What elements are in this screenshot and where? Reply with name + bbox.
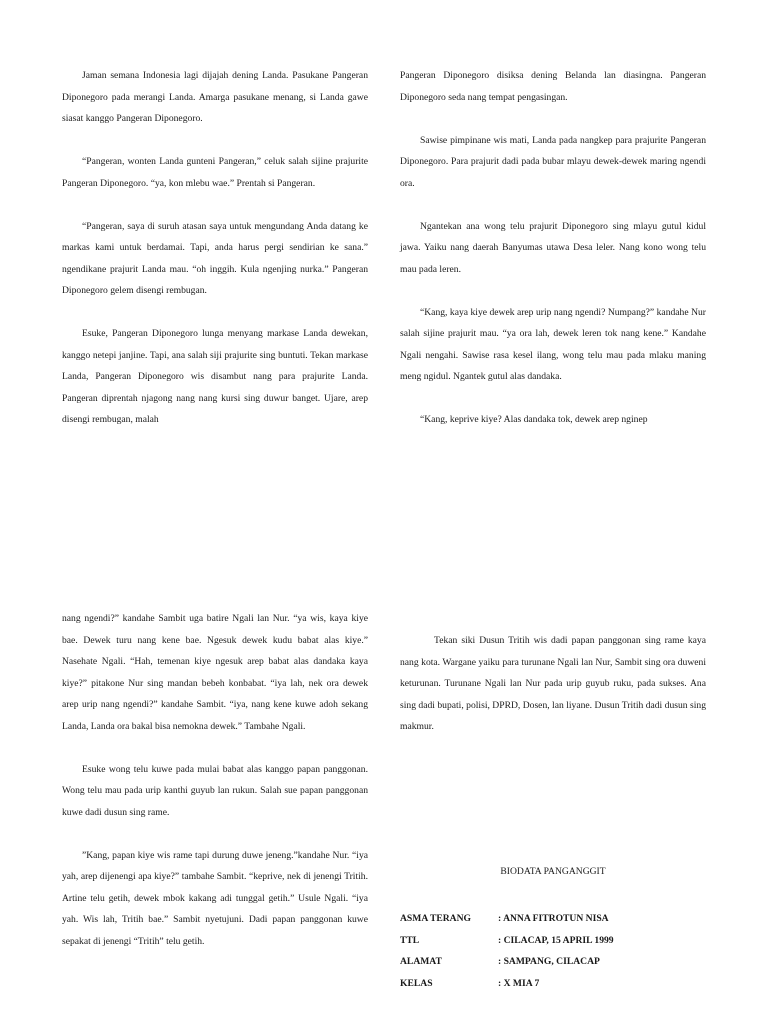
paragraph: nang ngendi?” kandahe Sambit uga batire Ngali lan Nur. “ya wis, kaya kiye bae. Dewek turu nang kene bae. Ngesuk dewek kudu babat alas kiye.” Nasehate Ngali. “Hah, temenan kiye ngesuk arep babat alas dandaka kaya kiye?” pitakone Nur sing mandan bebeh konbabat. “iya lah, nek ora dewek arep urip nang ngendi?” kandahe Sambit. “iya, nang kene kuwe adoh sekang Landa, Landa ora bakal bisa nemokna dewek.” Tambahe Ngali.: [62, 613, 368, 732]
biodata-value: : CILACAP, 15 APRIL 1999: [498, 934, 614, 946]
biodata-row: [400, 908, 706, 930]
biodata-key: ALAMAT: [400, 956, 442, 967]
biodata-row: [400, 973, 706, 995]
bottom-left-column: [62, 608, 368, 952]
paragraph: Jaman semana Indonesia lagi dijajah dening Landa. Pasukane Pangeran Diponegoro pada merangi Landa. Amarga pasukane menang, si Landa gawe siasat kanggo Pangeran Diponegoro.: [62, 70, 368, 124]
top-right-column: [400, 65, 706, 431]
paragraph: Esuke, Pangeran Diponegoro lunga menyang markase Landa dewekan, kanggo netepi janjine. Tapi, ana salah siji prajurite sing buntuti. Tekan markase Landa, Pangeran Diponegoro wis disambut nang para prajurite Landa. Pangeran diprentah njagong nang nang kursi sing duwur banget. Ujare, arep disengi rembugan, malah: [62, 328, 368, 425]
biodata-row: [400, 951, 706, 973]
top-left-column: [62, 65, 368, 431]
paragraph: “Pangeran, wonten Landa gunteni Pangeran,” celuk salah sijine prajurite Pangeran Diponegoro. “ya, kon mlebu wae.” Prentah si Pangeran.: [62, 156, 368, 189]
biodata-row: [400, 930, 706, 952]
biodata-value: : ANNA FITROTUN NISA: [498, 913, 609, 924]
biodata-key: TTL: [400, 934, 420, 946]
biodata-table: [400, 908, 706, 994]
paragraph: “Pangeran, saya di suruh atasan saya untuk mengundang Anda datang ke markas kami untuk berdamai. Tapi, anda harus pergi sendirian ke sana.” ngendikane prajurit Landa mau. “oh inggih. Kula ngenjing nurka.” Pangeran Diponegoro gelem disengi rembugan.: [62, 220, 368, 296]
biodata-value: : SAMPANG, CILACAP: [498, 956, 600, 967]
biodata-key: KELAS: [400, 977, 433, 989]
paragraph: ”Kang, papan kiye wis rame tapi durung duwe jeneng.”kandahe Nur. “iya yah, arep dijenengi apa kiye?” tambahe Sambit. “keprive, nek di jenengi Tritih. Artine telu getih, dewek mbok kakang adi tunggal getih.” Usule Ngali. “iya yah. Wis lah, Tritih bae.” Sambit nyetujuni. Dadi papan panggonan kuwe sepakat di jenengi “Tritih” telu getih.: [62, 849, 368, 947]
biodata-value: : X MIA 7: [498, 977, 540, 989]
bottom-right-column: [400, 630, 706, 738]
paragraph: “Kang, keprive kiye? Alas dandaka tok, dewek arep nginep: [420, 414, 648, 425]
paragraph: “Kang, kaya kiye dewek arep urip nang ngendi? Numpang?” kandahe Nur salah sijine prajurit mau. “ya ora lah, dewek leren tok nang kene.” Kandahe Ngali nengahi. Sawise rasa kesel ilang, wong telu mau pada mlaku maning meng ngidul. Ngantek gutul alas dandaka.: [400, 306, 706, 382]
paragraph: Esuke wong telu kuwe pada mulai babat alas kanggo papan panggonan. Wong telu mau pada urip kanthi guyub lan rukun. Salah sue papan panggonan kuwe dadi dusun sing rame.: [62, 763, 368, 818]
paragraph: Pangeran Diponegoro disiksa dening Belanda lan diasingna. Pangeran Diponegoro seda nang tempat pengasingan.: [400, 70, 706, 103]
paragraph: Tekan siki Dusun Tritih wis dadi papan panggonan sing rame kaya nang kota. Wargane yaiku para turunane Ngali lan Nur, Sambit sing ora duweni keturunan. Turunane Ngali lan Nur pada urip guyub ruku, pada sukses. Ana sing dadi bupati, polisi, DPRD, Dosen, lan liyane. Dusun Tritih dadi dusun sing makmur.: [400, 635, 706, 732]
biodata-key: ASMA TERANG: [400, 913, 471, 924]
biodata-title: BIODATA PANGANGGIT: [500, 866, 606, 877]
paragraph: Ngantekan ana wong telu prajurit Diponegoro sing mlayu gutul kidul jawa. Yaiku nang daerah Banyumas utawa Desa leler. Nang kono wong telu mau pada leren.: [400, 220, 706, 275]
paragraph: Sawise pimpinane wis mati, Landa pada nangkep para prajurite Pangeran Diponegoro. Para prajurit dadi pada bubar mlayu dewek-dewek maring ngendi ora.: [400, 134, 706, 189]
